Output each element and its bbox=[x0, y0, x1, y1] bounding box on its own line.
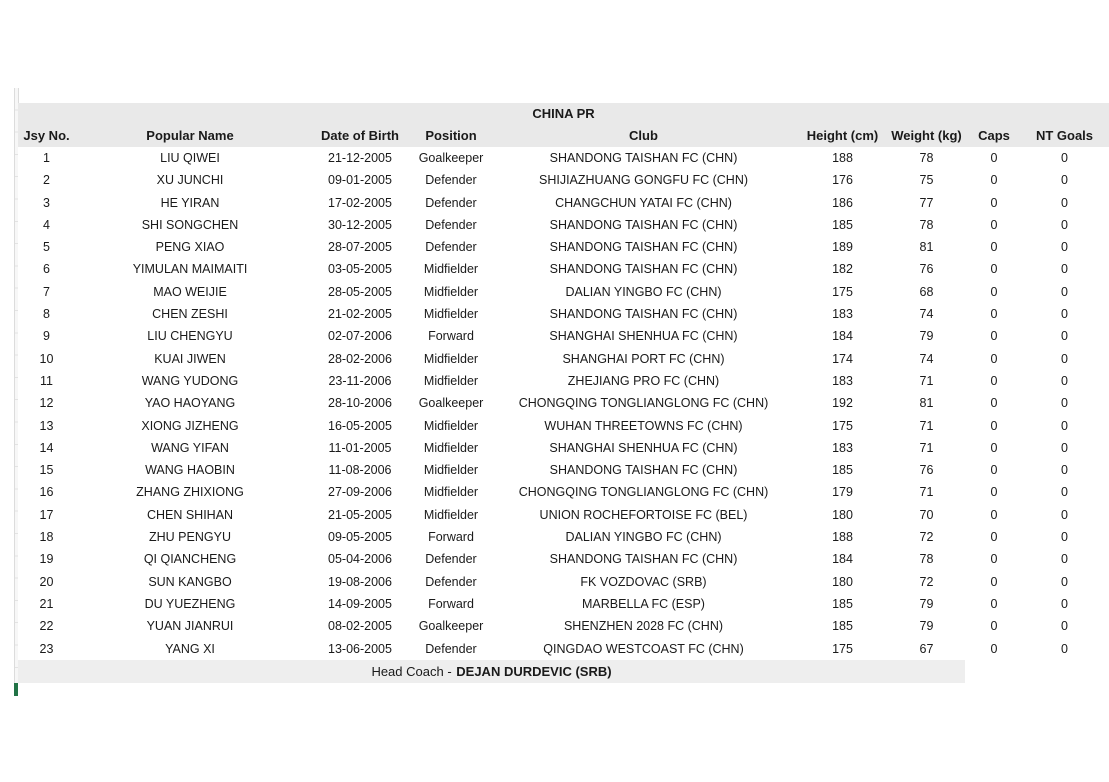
cell-dob[interactable]: 13-06-2005 bbox=[328, 641, 392, 656]
cell-weight[interactable]: 74 bbox=[919, 351, 934, 366]
cell-club[interactable]: SHANDONG TAISHAN FC (CHN) bbox=[549, 217, 738, 232]
cell-dob[interactable]: 27-09-2006 bbox=[328, 485, 392, 500]
cell-dob[interactable]: 30-12-2005 bbox=[328, 217, 392, 232]
cell-nt-goals[interactable]: 0 bbox=[1061, 195, 1068, 210]
table-row bbox=[18, 548, 1109, 570]
cell-caps[interactable]: 0 bbox=[990, 596, 998, 611]
cell-jsy[interactable]: 7 bbox=[43, 284, 50, 299]
cell-weight[interactable]: 81 bbox=[919, 396, 934, 411]
table-row bbox=[18, 481, 1109, 503]
cell-position[interactable]: Midfielder bbox=[423, 440, 479, 455]
cell-name[interactable]: YIMULAN MAIMAITI bbox=[132, 262, 248, 277]
cell-weight[interactable]: 78 bbox=[919, 552, 934, 567]
cell-name[interactable]: KUAI JIWEN bbox=[154, 351, 226, 366]
cell-caps[interactable]: 0 bbox=[990, 574, 998, 589]
cell-club[interactable]: SHANDONG TAISHAN FC (CHN) bbox=[549, 151, 738, 165]
cell-weight[interactable]: 71 bbox=[919, 373, 934, 388]
cell-height[interactable]: 185 bbox=[832, 619, 853, 634]
table-row bbox=[18, 236, 1109, 258]
cell-nt-goals[interactable]: 0 bbox=[1061, 151, 1068, 165]
cell-caps[interactable]: 0 bbox=[990, 418, 998, 433]
cell-caps[interactable]: 0 bbox=[990, 151, 998, 165]
cell-dob[interactable]: 21-12-2005 bbox=[328, 151, 392, 165]
cell-position[interactable]: Goalkeeper bbox=[418, 151, 484, 165]
table-row bbox=[18, 526, 1109, 548]
cell-weight[interactable]: 79 bbox=[919, 619, 934, 634]
cell-height[interactable]: 185 bbox=[832, 463, 853, 478]
cell-caps[interactable]: 0 bbox=[990, 240, 998, 255]
table-row bbox=[18, 459, 1109, 481]
cell-name[interactable]: WANG YIFAN bbox=[151, 440, 229, 455]
cell-jsy[interactable]: 2 bbox=[43, 173, 50, 188]
cell-nt-goals[interactable]: 0 bbox=[1061, 262, 1068, 277]
cell-weight[interactable]: 75 bbox=[919, 173, 934, 188]
cell-weight[interactable]: 79 bbox=[919, 596, 934, 611]
cell-club[interactable]: SHANGHAI SHENHUA FC (CHN) bbox=[549, 329, 738, 344]
cell-weight[interactable]: 67 bbox=[919, 641, 934, 656]
cell-name[interactable]: XIONG JIZHENG bbox=[141, 418, 239, 433]
cell-nt-goals[interactable]: 0 bbox=[1061, 507, 1068, 522]
cell-position[interactable]: Defender bbox=[425, 173, 477, 188]
cell-name[interactable]: YAO HAOYANG bbox=[144, 396, 236, 411]
cell-name[interactable]: HE YIRAN bbox=[160, 195, 220, 210]
table-row bbox=[18, 192, 1109, 214]
cell-club[interactable]: CHANGCHUN YATAI FC (CHN) bbox=[555, 195, 732, 210]
cell-jsy[interactable]: 15 bbox=[39, 463, 54, 478]
column-header-position[interactable]: Position bbox=[425, 128, 477, 143]
cell-position[interactable]: Midfielder bbox=[423, 418, 479, 433]
cell-dob[interactable]: 21-05-2005 bbox=[328, 507, 392, 522]
head-coach-name: DEJAN DURDEVIC (SRB) bbox=[456, 663, 612, 679]
cell-dob[interactable]: 28-07-2005 bbox=[328, 240, 392, 255]
cell-jsy[interactable]: 13 bbox=[39, 418, 54, 433]
cell-position[interactable]: Defender bbox=[425, 552, 477, 567]
cell-caps[interactable]: 0 bbox=[990, 619, 998, 634]
cell-caps[interactable]: 0 bbox=[990, 284, 998, 299]
table-row bbox=[18, 415, 1109, 437]
table-row bbox=[18, 370, 1109, 392]
cell-dob[interactable]: 28-02-2006 bbox=[328, 351, 392, 366]
cell-caps[interactable]: 0 bbox=[990, 262, 998, 277]
cell-height[interactable]: 176 bbox=[832, 173, 853, 188]
cell-caps[interactable]: 0 bbox=[990, 351, 998, 366]
cell-weight[interactable]: 72 bbox=[919, 574, 934, 589]
table-row bbox=[18, 638, 1109, 660]
cell-name[interactable]: YANG XI bbox=[165, 641, 215, 656]
cell-position[interactable]: Forward bbox=[428, 329, 474, 344]
cell-nt-goals[interactable]: 0 bbox=[1061, 574, 1068, 589]
cell-height[interactable]: 192 bbox=[832, 396, 853, 411]
cell-dob[interactable]: 28-05-2005 bbox=[328, 284, 392, 299]
cell-nt-goals[interactable]: 0 bbox=[1061, 619, 1068, 634]
cell-dob[interactable]: 11-01-2005 bbox=[328, 440, 392, 455]
cell-nt-goals[interactable]: 0 bbox=[1061, 329, 1068, 344]
cell-nt-goals[interactable]: 0 bbox=[1061, 396, 1068, 411]
cell-jsy[interactable]: 22 bbox=[39, 619, 54, 634]
cell-name[interactable]: DU YUEZHENG bbox=[144, 596, 236, 611]
cell-caps[interactable]: 0 bbox=[990, 641, 998, 656]
cell-name[interactable]: LIU QIWEI bbox=[160, 151, 220, 165]
cell-nt-goals[interactable]: 0 bbox=[1061, 552, 1068, 567]
cell-nt-goals[interactable]: 0 bbox=[1061, 530, 1068, 545]
cell-height[interactable]: 184 bbox=[832, 552, 853, 567]
column-header-club[interactable]: Club bbox=[629, 128, 658, 143]
table-row bbox=[18, 571, 1109, 593]
cell-nt-goals[interactable]: 0 bbox=[1061, 284, 1068, 299]
cell-dob[interactable]: 11-08-2006 bbox=[328, 463, 392, 478]
cell-position[interactable]: Midfielder bbox=[423, 284, 479, 299]
cell-dob[interactable]: 09-01-2005 bbox=[328, 173, 392, 188]
column-header-weight[interactable]: Weight (kg) bbox=[891, 128, 962, 143]
table-row bbox=[18, 593, 1109, 615]
cell-jsy[interactable]: 4 bbox=[43, 217, 50, 232]
table-row bbox=[18, 169, 1109, 191]
column-header-popular-name[interactable]: Popular Name bbox=[146, 128, 234, 143]
cell-height[interactable]: 180 bbox=[832, 574, 853, 589]
table-row bbox=[18, 258, 1109, 280]
cell-name[interactable]: SHI SONGCHEN bbox=[141, 217, 239, 232]
cell-club[interactable]: DALIAN YINGBO FC (CHN) bbox=[565, 284, 722, 299]
cell-name[interactable]: PENG XIAO bbox=[155, 240, 225, 255]
column-header-nt-goals[interactable]: NT Goals bbox=[1035, 128, 1094, 143]
cell-weight[interactable]: 74 bbox=[919, 307, 934, 322]
cell-club[interactable]: SHANGHAI PORT FC (CHN) bbox=[562, 351, 725, 366]
cell-height[interactable]: 183 bbox=[832, 440, 853, 455]
cell-caps[interactable]: 0 bbox=[990, 485, 998, 500]
table-row bbox=[18, 392, 1109, 414]
cell-dob[interactable]: 21-02-2005 bbox=[328, 307, 392, 322]
cell-position[interactable]: Goalkeeper bbox=[418, 619, 484, 634]
cell-jsy[interactable]: 14 bbox=[39, 440, 54, 455]
cell-club[interactable]: CHONGQING TONGLIANGLONG FC (CHN) bbox=[518, 485, 769, 500]
cell-club[interactable]: SHANDONG TAISHAN FC (CHN) bbox=[549, 307, 738, 322]
cell-jsy[interactable]: 6 bbox=[43, 262, 50, 277]
cell-height[interactable]: 189 bbox=[832, 240, 853, 255]
cell-height[interactable]: 174 bbox=[832, 351, 853, 366]
cell-position[interactable]: Defender bbox=[425, 195, 477, 210]
cell-club[interactable]: UNION ROCHEFORTOISE FC (BEL) bbox=[539, 507, 748, 522]
cell-name[interactable]: QI QIANCHENG bbox=[143, 552, 237, 567]
cell-club[interactable]: ZHEJIANG PRO FC (CHN) bbox=[567, 373, 720, 388]
table-row bbox=[18, 214, 1109, 236]
cell-dob[interactable]: 19-08-2006 bbox=[328, 574, 392, 589]
table-row bbox=[18, 303, 1109, 325]
cell-nt-goals[interactable]: 0 bbox=[1061, 307, 1068, 322]
cell-height[interactable]: 188 bbox=[832, 530, 853, 545]
cell-club[interactable]: WUHAN THREETOWNS FC (CHN) bbox=[544, 418, 743, 433]
cell-name[interactable]: SUN KANGBO bbox=[148, 574, 232, 589]
column-header-caps[interactable]: Caps bbox=[978, 128, 1010, 143]
cell-club[interactable]: SHENZHEN 2028 FC (CHN) bbox=[563, 619, 724, 634]
cell-dob[interactable]: 08-02-2005 bbox=[328, 619, 392, 634]
cell-club[interactable]: QINGDAO WESTCOAST FC (CHN) bbox=[543, 641, 744, 656]
cell-position[interactable]: Defender bbox=[425, 641, 477, 656]
cell-weight[interactable]: 76 bbox=[919, 262, 934, 277]
cell-position[interactable]: Midfielder bbox=[423, 463, 479, 478]
cell-jsy[interactable]: 19 bbox=[39, 552, 54, 567]
active-cell-cursor bbox=[14, 683, 18, 696]
cell-dob[interactable]: 16-05-2005 bbox=[328, 418, 392, 433]
cell-weight[interactable]: 77 bbox=[919, 195, 934, 210]
cell-height[interactable]: 186 bbox=[832, 195, 853, 210]
cell-jsy[interactable]: 3 bbox=[43, 195, 50, 210]
cell-weight[interactable]: 78 bbox=[919, 151, 934, 165]
cell-name[interactable]: ZHU PENGYU bbox=[149, 530, 231, 545]
cell-jsy[interactable]: 1 bbox=[43, 151, 50, 165]
cell-club[interactable]: FK VOZDOVAC (SRB) bbox=[580, 574, 707, 589]
cell-weight[interactable]: 78 bbox=[919, 217, 934, 232]
cell-weight[interactable]: 68 bbox=[919, 284, 934, 299]
cell-nt-goals[interactable]: 0 bbox=[1061, 217, 1068, 232]
table-row bbox=[18, 281, 1109, 303]
cell-position[interactable]: Forward bbox=[428, 596, 474, 611]
table-row bbox=[18, 437, 1109, 459]
cell-dob[interactable]: 05-04-2006 bbox=[328, 552, 392, 567]
cell-jsy[interactable]: 16 bbox=[39, 485, 54, 500]
cell-caps[interactable]: 0 bbox=[990, 217, 998, 232]
cell-caps[interactable]: 0 bbox=[990, 396, 998, 411]
cell-height[interactable]: 185 bbox=[832, 217, 853, 232]
cell-jsy[interactable]: 9 bbox=[43, 329, 50, 344]
cell-caps[interactable]: 0 bbox=[990, 507, 998, 522]
cell-position[interactable]: Midfielder bbox=[423, 373, 479, 388]
cell-caps[interactable]: 0 bbox=[990, 373, 998, 388]
cell-weight[interactable]: 76 bbox=[919, 463, 934, 478]
cell-jsy[interactable]: 23 bbox=[39, 641, 54, 656]
cell-height[interactable]: 179 bbox=[832, 485, 853, 500]
cell-weight[interactable]: 71 bbox=[919, 418, 934, 433]
table-row bbox=[18, 504, 1109, 526]
cell-nt-goals[interactable]: 0 bbox=[1061, 485, 1068, 500]
cell-dob[interactable]: 23-11-2006 bbox=[328, 373, 392, 388]
cell-position[interactable]: Midfielder bbox=[423, 262, 479, 277]
table-body bbox=[18, 147, 1109, 660]
cell-nt-goals[interactable]: 0 bbox=[1061, 641, 1068, 656]
cell-position[interactable]: Defender bbox=[425, 240, 477, 255]
cell-name[interactable]: MAO WEIJIE bbox=[153, 284, 227, 299]
cell-caps[interactable]: 0 bbox=[990, 552, 998, 567]
cell-caps[interactable]: 0 bbox=[990, 307, 998, 322]
cell-club[interactable]: CHONGQING TONGLIANGLONG FC (CHN) bbox=[518, 396, 769, 411]
table-row bbox=[18, 147, 1109, 169]
cell-nt-goals[interactable]: 0 bbox=[1061, 173, 1068, 188]
cell-height[interactable]: 183 bbox=[832, 373, 853, 388]
table-row bbox=[18, 348, 1109, 370]
cell-name[interactable]: XU JUNCHI bbox=[156, 173, 224, 188]
cell-weight[interactable]: 70 bbox=[919, 507, 934, 522]
cell-nt-goals[interactable]: 0 bbox=[1061, 373, 1068, 388]
cell-weight[interactable]: 72 bbox=[919, 530, 934, 545]
cell-position[interactable]: Midfielder bbox=[423, 507, 479, 522]
cell-club[interactable]: SHANDONG TAISHAN FC (CHN) bbox=[549, 463, 738, 478]
cell-weight[interactable]: 81 bbox=[919, 240, 934, 255]
head-coach-cell[interactable] bbox=[18, 660, 965, 683]
head-coach-label: Head Coach - bbox=[371, 663, 456, 679]
cell-jsy[interactable]: 12 bbox=[39, 396, 54, 411]
cell-height[interactable]: 182 bbox=[832, 262, 853, 277]
cell-dob[interactable]: 02-07-2006 bbox=[328, 329, 392, 344]
cell-position[interactable]: Midfielder bbox=[423, 485, 479, 500]
cell-caps[interactable]: 0 bbox=[990, 530, 998, 545]
table-title: CHINA PR bbox=[532, 106, 595, 121]
table-row bbox=[18, 325, 1109, 347]
cell-jsy[interactable]: 5 bbox=[43, 240, 50, 255]
cell-weight[interactable]: 79 bbox=[919, 329, 934, 344]
cell-nt-goals[interactable]: 0 bbox=[1061, 463, 1068, 478]
cell-nt-goals[interactable]: 0 bbox=[1061, 351, 1068, 366]
cell-name[interactable]: LIU CHENGYU bbox=[147, 329, 233, 344]
cell-jsy[interactable]: 18 bbox=[39, 530, 54, 545]
cell-name[interactable]: CHEN ZESHI bbox=[152, 307, 228, 322]
table-row bbox=[18, 615, 1109, 637]
cell-caps[interactable]: 0 bbox=[990, 440, 998, 455]
cell-height[interactable]: 184 bbox=[832, 329, 853, 344]
cell-dob[interactable]: 28-10-2006 bbox=[328, 396, 392, 411]
cell-name[interactable]: CHEN SHIHAN bbox=[146, 507, 234, 522]
cell-jsy[interactable]: 20 bbox=[39, 574, 54, 589]
cell-club[interactable]: SHANDONG TAISHAN FC (CHN) bbox=[549, 240, 738, 255]
cell-caps[interactable]: 0 bbox=[990, 463, 998, 478]
cell-position[interactable]: Midfielder bbox=[423, 351, 479, 366]
cell-club[interactable]: SHIJIAZHUANG GONGFU FC (CHN) bbox=[538, 173, 749, 188]
cell-height[interactable]: 180 bbox=[832, 507, 853, 522]
column-header-date-of-birth[interactable]: Date of Birth bbox=[321, 128, 399, 143]
cell-position[interactable]: Defender bbox=[425, 574, 477, 589]
cell-nt-goals[interactable]: 0 bbox=[1061, 440, 1068, 455]
cell-nt-goals[interactable]: 0 bbox=[1061, 596, 1068, 611]
cell-name[interactable]: ZHANG ZHIXIONG bbox=[136, 485, 244, 500]
cell-position[interactable]: Midfielder bbox=[423, 307, 479, 322]
cell-jsy[interactable]: 17 bbox=[39, 507, 54, 522]
cell-jsy[interactable]: 21 bbox=[39, 596, 54, 611]
cell-height[interactable]: 175 bbox=[832, 418, 853, 433]
cell-name[interactable]: YUAN JIANRUI bbox=[146, 619, 234, 634]
table-title-cell[interactable] bbox=[18, 103, 1109, 125]
cell-nt-goals[interactable]: 0 bbox=[1061, 418, 1068, 433]
cell-caps[interactable]: 0 bbox=[990, 329, 998, 344]
cell-height[interactable]: 175 bbox=[832, 641, 853, 656]
cell-height[interactable]: 188 bbox=[832, 151, 853, 165]
cell-dob[interactable]: 09-05-2005 bbox=[328, 530, 392, 545]
cell-name[interactable]: WANG HAOBIN bbox=[145, 463, 235, 478]
cell-jsy[interactable]: 10 bbox=[39, 351, 54, 366]
cell-caps[interactable]: 0 bbox=[990, 173, 998, 188]
cell-nt-goals[interactable]: 0 bbox=[1061, 240, 1068, 255]
cell-club[interactable]: SHANDONG TAISHAN FC (CHN) bbox=[549, 552, 738, 567]
cell-height[interactable]: 183 bbox=[832, 307, 853, 322]
cell-caps[interactable]: 0 bbox=[990, 195, 998, 210]
cell-jsy[interactable]: 11 bbox=[40, 373, 53, 388]
cell-name[interactable]: WANG YUDONG bbox=[141, 373, 239, 388]
cell-position[interactable]: Defender bbox=[425, 217, 477, 232]
table-header-row bbox=[18, 125, 1109, 147]
cell-height[interactable]: 175 bbox=[832, 284, 853, 299]
cell-dob[interactable]: 14-09-2005 bbox=[328, 596, 392, 611]
cell-club[interactable]: SHANDONG TAISHAN FC (CHN) bbox=[549, 262, 738, 277]
cell-club[interactable]: DALIAN YINGBO FC (CHN) bbox=[565, 530, 722, 545]
cell-jsy[interactable]: 8 bbox=[43, 307, 50, 322]
cell-weight[interactable]: 71 bbox=[919, 485, 934, 500]
cell-position[interactable]: Forward bbox=[428, 530, 474, 545]
cell-height[interactable]: 185 bbox=[832, 596, 853, 611]
cell-dob[interactable]: 03-05-2005 bbox=[328, 262, 392, 277]
cell-club[interactable]: MARBELLA FC (ESP) bbox=[582, 596, 705, 611]
column-header-height[interactable]: Height (cm) bbox=[806, 128, 879, 143]
roster-table bbox=[18, 103, 1109, 683]
column-header-jsy-no[interactable]: Jsy No. bbox=[23, 128, 70, 143]
cell-weight[interactable]: 71 bbox=[919, 440, 934, 455]
cell-club[interactable]: SHANGHAI SHENHUA FC (CHN) bbox=[549, 440, 738, 455]
cell-position[interactable]: Goalkeeper bbox=[418, 396, 484, 411]
cell-dob[interactable]: 17-02-2005 bbox=[328, 195, 392, 210]
